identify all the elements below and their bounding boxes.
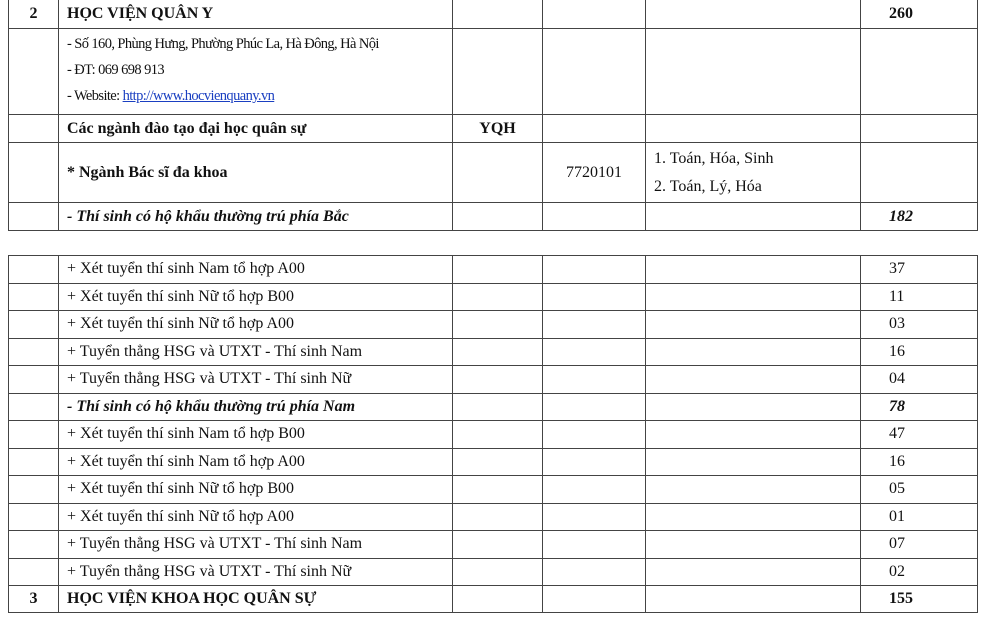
school-number: 2	[9, 0, 59, 29]
website-line	[67, 83, 452, 109]
quota-row	[9, 558, 978, 586]
school-row	[9, 0, 978, 29]
quota-label: + Xét tuyển thí sinh Nữ tổ hợp B00	[59, 283, 453, 311]
quota-row	[9, 448, 978, 476]
quota-value: 78	[861, 393, 978, 421]
quota-value: 47	[861, 421, 978, 449]
quota-value: 16	[861, 448, 978, 476]
quota-label: + Xét tuyển thí sinh Nam tổ hợp A00	[59, 256, 453, 284]
quota-value: 04	[861, 366, 978, 394]
quota-row	[9, 311, 978, 339]
major-label: * Ngành Bác sĩ đa khoa	[59, 143, 453, 203]
quota-row	[9, 503, 978, 531]
school-row	[9, 586, 978, 613]
quota-value: 03	[861, 311, 978, 339]
quota-value: 11	[861, 283, 978, 311]
programs-row	[9, 115, 978, 143]
quota-label: + Tuyển thẳng HSG và UTXT - Thí sinh Nam	[59, 338, 453, 366]
quota-label: + Tuyển thẳng HSG và UTXT - Thí sinh Nữ	[59, 366, 453, 394]
phone-text: - ĐT: 069 698 913	[67, 62, 165, 78]
quota-row	[9, 476, 978, 504]
quota-label: + Xét tuyển thí sinh Nữ tổ hợp A00	[59, 503, 453, 531]
quota-row	[9, 531, 978, 559]
admissions-table-lower	[8, 255, 978, 613]
quota-value: 37	[861, 256, 978, 284]
quota-label: + Xét tuyển thí sinh Nam tổ hợp B00	[59, 421, 453, 449]
school-total: 155	[861, 586, 978, 613]
quota-label: + Xét tuyển thí sinh Nữ tổ hợp B00	[59, 476, 453, 504]
combo-2: 2. Toán, Lý, Hóa	[654, 177, 762, 195]
quota-label: - Thí sinh có hộ khẩu thường trú phía Nam	[59, 393, 453, 421]
quota-value: 07	[861, 531, 978, 559]
quota-row	[9, 421, 978, 449]
quota-label: + Xét tuyển thí sinh Nữ tổ hợp A00	[59, 311, 453, 339]
contact-row	[9, 29, 978, 115]
combo-1: 1. Toán, Hóa, Sinh	[654, 149, 774, 167]
quota-row	[9, 393, 978, 421]
quota-row	[9, 256, 978, 284]
quota-row	[9, 366, 978, 394]
quota-value: 05	[861, 476, 978, 504]
quota-row	[9, 338, 978, 366]
school-number: 3	[9, 586, 59, 613]
school-total: 260	[861, 0, 978, 29]
school-name: HỌC VIỆN KHOA HỌC QUÂN SỰ	[59, 586, 453, 613]
quota-label: + Tuyển thẳng HSG và UTXT - Thí sinh Nam	[59, 531, 453, 559]
admissions-table-upper	[8, 0, 978, 231]
school-code: YQH	[453, 115, 543, 143]
north-row	[9, 203, 978, 231]
quota-value: 02	[861, 558, 978, 586]
address-text: - Số 160, Phùng Hưng, Phường Phúc La, Hà Đông, Hà Nội	[67, 36, 379, 52]
major-code: 7720101	[543, 143, 646, 203]
quota-label: + Tuyển thẳng HSG và UTXT - Thí sinh Nữ	[59, 558, 453, 586]
website-label: - Website:	[67, 88, 123, 104]
quota-label: + Xét tuyển thí sinh Nam tổ hợp A00	[59, 448, 453, 476]
quota-row	[9, 283, 978, 311]
north-total: 182	[861, 203, 978, 231]
school-name: HỌC VIỆN QUÂN Y	[59, 0, 453, 29]
quota-value: 16	[861, 338, 978, 366]
north-label: - Thí sinh có hộ khẩu thường trú phía Bắc	[59, 203, 453, 231]
quota-value: 01	[861, 503, 978, 531]
website-link[interactable]: http://www.hocvienquany.vn	[122, 88, 275, 104]
major-row	[9, 143, 978, 203]
programs-label: Các ngành đào tạo đại học quân sự	[59, 115, 453, 143]
